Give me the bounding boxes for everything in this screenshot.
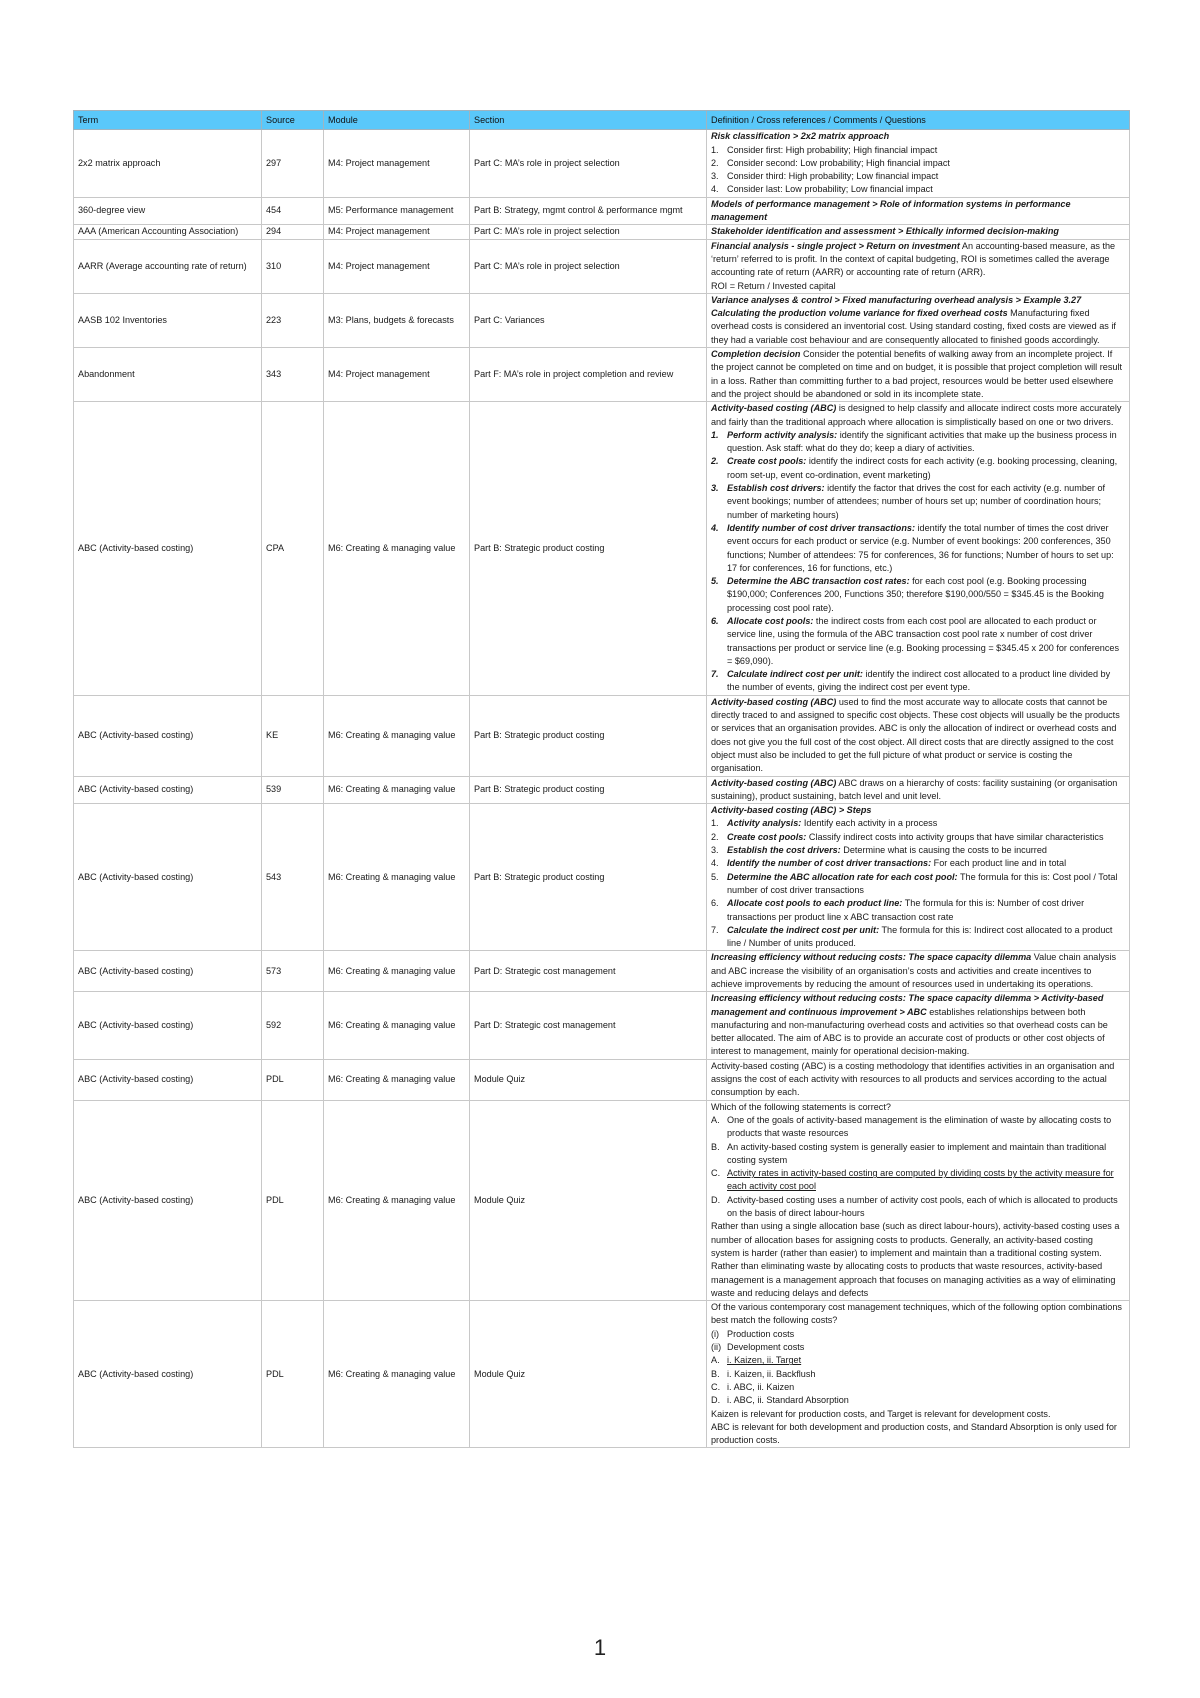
list-item [711,1141,1123,1168]
term-cell: 2x2 matrix approach [74,130,262,197]
term-cell: 360-degree view [74,197,262,225]
definition-text: Of the various contemporary cost management techniques, which of the following option combinations best match the following costs? [711,1302,1122,1326]
list-item [711,924,1123,951]
section-cell: Part B: Strategic product costing [470,402,707,696]
list-item-text: Consider third: High probability; Low financial impact [727,171,939,182]
list-item [711,668,1123,695]
list-item-text: identify the indirect costs for each activity (e.g. booking processing, cleaning, room set-up, event co-ordination, event marketing) [727,456,1118,480]
list-marker: 1. [711,144,719,155]
list-marker: 4. [711,522,719,533]
list-marker: 4. [711,184,719,195]
source-cell: 454 [262,197,324,225]
section-cell: Module Quiz [470,1100,707,1300]
list-item [711,871,1123,898]
term-cell: Abandonment [74,348,262,402]
list-marker: B. [711,1141,720,1152]
source-cell: PDL [262,1301,324,1448]
list-item [711,1394,1123,1407]
definition-cell [707,1059,1130,1100]
list-item-text: The formula for this is: Number of cost driver transactions per product line x ABC transaction cost rate [727,898,1085,922]
list-item [711,831,1123,844]
table-row [74,1059,1130,1100]
table-row [74,239,1130,293]
list-item [711,1341,1123,1354]
definition-body: used to find the most accurate way to allocate costs that cannot be directly traced to and assigned to specific cost objects. These cost objects will usually be the products or services that an organisation provides. ABC is only the allocation of indirect or overhead costs and does not give you the full cost of the cost object. All direct costs that are directly assigned to the cost object must also be included to get the full picture of what product or service is costing the organisation. [711,696,1120,774]
table-row [74,402,1130,696]
list-item-text: for each cost pool (e.g. Booking processing $190,000; Conferences 200, Functions 350; therefore $190,000/550 = $345.45 is the Booking processing cost pool rate). [727,576,1104,613]
table-row [74,695,1130,776]
module-cell: M4: Project management [324,348,470,402]
list-item-text: Consider last: Low probability; Low financial impact [727,184,933,195]
definition-note: ABC is relevant for both development and production costs, and Standard Absorption is only used for production costs. [711,1421,1117,1446]
list-item [711,1114,1123,1141]
table-row [74,225,1130,239]
list-item-text: i. Kaizen, ii. Backflush [727,1368,816,1379]
section-cell: Part C: Variances [470,293,707,347]
list-item [711,844,1123,857]
definition-cell [707,402,1130,696]
list-item-text: i. ABC, ii. Kaizen [727,1381,795,1392]
list-item-text: identify the total number of times the cost driver event occurs for each product or service (e.g. Number of event bookings: 200 conferences, 350 functions; Number of attendees: 75 for conferences, 36 for functions; Number of hours to set up: 17 for conferences, 16 for functions, etc.) [727,522,1114,573]
definition-text [711,696,1123,776]
definition-list [711,1328,1123,1408]
list-item-text: the indirect costs from each cost pool are allocated to each product or service line, using the formula of the ABC transaction cost pool rate x number of cost driver transactions per product or service line (e.g. Booking processing = $345.45 x 200 for conferences = $69,090). [727,615,1120,666]
header-section: Section [470,111,707,130]
table-row [74,1100,1130,1300]
term-cell: AAA (American Accounting Association) [74,225,262,239]
definition-heading: Activity-based costing (ABC) [711,777,837,788]
list-marker: 2. [711,157,719,168]
list-item-text: The formula for this is: Indirect cost allocated to a product line / Number of units produced. [727,924,1113,949]
table-row [74,293,1130,347]
list-marker: 4. [711,858,719,869]
list-item-text: Classify indirect costs into activity groups that have similar characteristics [806,831,1104,842]
definition-body: establishes relationships between both manufacturing and non-manufacturing overhead costs and activities so that overhead costs can be better allocated. The aim of ABC is to provide an accurate cost of products or other cost objects of interest to management, mainly for operational decision-making. [711,1006,1108,1057]
list-item-text: An activity-based costing system is generally easier to implement and maintain than traditional costing system [727,1141,1107,1165]
list-marker: C. [711,1381,721,1392]
source-cell: 543 [262,804,324,951]
term-cell: AASB 102 Inventories [74,293,262,347]
list-item-label: Allocate cost pools: [727,615,814,626]
definition-list [711,144,1123,197]
module-cell: M6: Creating & managing value [324,402,470,696]
list-item-label: Calculate the indirect cost per unit: [727,924,880,935]
list-item-label: Identify number of cost driver transactions: [727,522,915,533]
term-cell: ABC (Activity-based costing) [74,992,262,1059]
term-cell: ABC (Activity-based costing) [74,1301,262,1448]
section-cell: Part B: Strategy, mgmt control & performance mgmt [470,197,707,225]
list-item-text: For each product line and in total [931,858,1067,869]
definition-heading: Increasing efficiency without reducing costs: The space capacity dilemma > Activity-based management and continuous improvement > ABC [711,993,1104,1017]
module-cell: M6: Creating & managing value [324,695,470,776]
definition-list [711,429,1123,695]
definition-text [711,992,1123,1058]
list-item-text: Activity rates in activity-based costing are computed by dividing costs by the activity measure for each activity cost pool [727,1168,1114,1192]
definition-text [711,240,1123,280]
term-cell: ABC (Activity-based costing) [74,804,262,951]
definition-subheading: Calculating the production volume variance for fixed overhead costs [711,308,1008,319]
list-item [711,455,1123,482]
definition-cell [707,293,1130,347]
section-cell: Part C: MA’s role in project selection [470,130,707,197]
table-row [74,130,1130,197]
definition-body: Consider the potential benefits of walking away from an incomplete project. If the project cannot be completed on time and on budget, it is possible that project completion will result in a loss. Rather than committing further to a bad project, resources would be better used elsewhere and the project should be abandoned or sold in its incomplete state. [711,349,1122,399]
definition-heading: Increasing efficiency without reducing costs: The space capacity dilemma [711,952,1032,963]
section-cell: Module Quiz [470,1301,707,1448]
table-row [74,1301,1130,1448]
list-item [711,429,1123,456]
list-marker: 2. [711,831,719,842]
list-marker: 7. [711,669,719,680]
module-cell: M6: Creating & managing value [324,1100,470,1300]
definition-note: Rather than using a single allocation base (such as direct labour-hours), activity-based costing uses a number of allocation bases for assigning costs to products. Generally, an activity-based costing system is harder (rather than easier) to implement and maintain than a traditional costing system. Rather than eliminating waste by allocating costs to products that waste resources, activity-based management is a management approach that focuses on managing activities as a way of eliminating waste and reducing delays and defects [711,1221,1120,1298]
term-cell: ABC (Activity-based costing) [74,402,262,696]
definition-cell [707,197,1130,225]
list-marker: 6. [711,615,719,626]
header-source: Source [262,111,324,130]
definition-body: ABC draws on a hierarchy of costs: facility sustaining (or organisation sustaining), product sustaining, batch level and unit level. [711,777,1118,801]
list-item-text: Development costs [727,1342,805,1353]
definition-text [711,307,1123,347]
list-item [711,522,1123,575]
module-cell: M6: Creating & managing value [324,992,470,1059]
module-cell: M6: Creating & managing value [324,1301,470,1448]
definition-heading: Activity-based costing (ABC) > Steps [711,805,872,816]
list-item [711,1368,1123,1381]
definition-body: Value chain analysis and ABC increase the visibility of an organisation’s costs and activities and create incentives to achieve improvements by reducing the amount of resources used in undertaking its operations. [711,952,1117,989]
module-cell: M6: Creating & managing value [324,1059,470,1100]
definition-text: Which of the following statements is correct? [711,1101,891,1112]
list-item-text: Determine what is causing the costs to be incurred [840,845,1047,856]
list-item-text: Activity-based costing uses a number of activity cost pools, each of which is allocated to products on the basis of direct labour-hours [727,1194,1118,1219]
source-cell: PDL [262,1100,324,1300]
source-cell: 310 [262,239,324,293]
source-cell: PDL [262,1059,324,1100]
definition-body: is designed to help classify and allocate indirect costs more accurately and fairly than the traditional approach where allocation is simplistically based on one or two drivers. [711,403,1122,427]
definition-note: ROI = Return / Invested capital [711,280,836,291]
list-item-label: Perform activity analysis: [727,429,838,440]
table-row [74,776,1130,804]
list-marker: D. [711,1194,721,1205]
definition-text [711,777,1123,804]
definition-body: Manufacturing fixed overhead costs is considered an inventorial cost. Using standard costing, fixed costs are viewed as if they had a variable cost behaviour and are consequently allocated to finished goods accordingly. [711,308,1116,345]
definition-cell [707,239,1130,293]
definition-text: Activity-based costing (ABC) is a costing methodology that identifies activities in an organisation and assigns the cost of each activity with resources to all products and services according to the actual consumption by each. [711,1060,1115,1098]
list-marker: D. [711,1395,721,1406]
definition-cell [707,951,1130,992]
list-marker: 3. [711,171,719,182]
list-item [711,1328,1123,1341]
definition-cell [707,992,1130,1059]
definition-list [711,817,1123,950]
list-item [711,1354,1123,1367]
list-item-text: identify the significant activities that make up the business process in question. Ask staff: what do they do; keep a diary of activities. [727,429,1117,454]
term-cell: ABC (Activity-based costing) [74,1100,262,1300]
section-cell: Part F: MA’s role in project completion and review [470,348,707,402]
term-cell: ABC (Activity-based costing) [74,951,262,992]
definition-cell [707,1301,1130,1448]
definition-cell [707,804,1130,951]
list-marker: 3. [711,845,719,856]
section-cell: Part C: MA’s role in project selection [470,225,707,239]
definition-heading: Variance analyses & control > Fixed manufacturing overhead analysis > Example 3.27 [711,294,1082,305]
list-item-label: Create cost pools: [727,456,807,467]
module-cell: M4: Project management [324,239,470,293]
list-item-label: Determine the ABC allocation rate for each cost pool: [727,871,958,882]
list-item [711,575,1123,615]
list-item [711,183,1123,196]
definition-cell [707,695,1130,776]
term-cell: ABC (Activity-based costing) [74,695,262,776]
list-marker: A. [711,1355,720,1366]
table-row [74,951,1130,992]
definition-cell [707,130,1130,197]
list-item-label: Allocate cost pools to each product line: [727,898,903,909]
definition-heading: Financial analysis - single project > Return on investment [711,240,960,251]
term-cell: ABC (Activity-based costing) [74,1059,262,1100]
list-marker: 6. [711,898,719,909]
list-marker: A. [711,1114,720,1125]
module-cell: M4: Project management [324,130,470,197]
glossary-table [73,110,1130,1448]
definition-text [711,402,1123,429]
module-cell: M6: Creating & managing value [324,776,470,804]
source-cell: 223 [262,293,324,347]
list-marker: 5. [711,576,719,587]
list-marker: 7. [711,924,719,935]
header-module: Module [324,111,470,130]
list-item [711,857,1123,870]
source-cell: CPA [262,402,324,696]
module-cell: M6: Creating & managing value [324,951,470,992]
definition-heading: Activity-based costing (ABC) [711,696,837,707]
term-cell: AARR (Average accounting rate of return) [74,239,262,293]
list-item-text: i. ABC, ii. Standard Absorption [727,1395,849,1406]
source-cell: 539 [262,776,324,804]
section-cell: Module Quiz [470,1059,707,1100]
table-row [74,348,1130,402]
list-item [711,144,1123,157]
list-item-label: Create cost pools: [727,831,807,842]
list-item [711,482,1123,522]
definition-heading: Models of performance management > Role of information systems in performance management [711,198,1071,223]
list-item-text: Identify each activity in a process [801,818,938,829]
list-marker: B. [711,1368,720,1379]
definition-body: An accounting-based measure, as the ‘return’ referred to is profit. In the context of capital budgeting, ROI is sometimes called the average accounting rate of return (AARR) or accounting rate of return (ARR). [711,240,1116,278]
header-definition: Definition / Cross references / Comments / Questions [707,111,1130,130]
definition-heading: Completion decision [711,349,801,360]
section-cell: Part D: Strategic cost management [470,951,707,992]
module-cell: M3: Plans, budgets & forecasts [324,293,470,347]
list-item-label: Calculate indirect cost per unit: [727,669,863,680]
source-cell: 343 [262,348,324,402]
list-item [711,170,1123,183]
header-row [74,111,1130,130]
list-item-text: One of the goals of activity-based management is the elimination of waste by allocating costs to products that waste resources [727,1114,1112,1139]
list-marker: (ii) [711,1342,722,1353]
section-cell: Part B: Strategic product costing [470,804,707,951]
list-item-label: Identify the number of cost driver transactions: [727,858,932,869]
list-item [711,897,1123,924]
table-row [74,197,1130,225]
definition-heading: Stakeholder identification and assessment > Ethically informed decision-making [711,226,1059,237]
module-cell: M5: Performance management [324,197,470,225]
list-marker: 1. [711,429,719,440]
header-term: Term [74,111,262,130]
list-item-text: identify the factor that drives the cost for each activity (e.g. number of event bookings; number of attendees; number of hours set up; number of coordination hours; number of marketing hours) [727,483,1106,520]
definition-list [711,1114,1123,1220]
source-cell: 297 [262,130,324,197]
list-item [711,817,1123,830]
term-cell: ABC (Activity-based costing) [74,776,262,804]
definition-text [711,951,1123,991]
source-cell: 573 [262,951,324,992]
list-item-text: Consider second: Low probability; High financial impact [727,157,950,168]
list-item-text: Production costs [727,1328,795,1339]
list-item-label: Activity analysis: [727,818,802,829]
source-cell: 294 [262,225,324,239]
list-item [711,615,1123,668]
list-item [711,1381,1123,1394]
table-row [74,804,1130,951]
list-marker: 1. [711,818,719,829]
list-item-label: Establish cost drivers: [727,483,825,494]
list-item-text: Consider first: High probability; High financial impact [727,144,938,155]
list-item [711,1194,1123,1221]
definition-cell [707,776,1130,804]
list-marker: 2. [711,456,719,467]
section-cell: Part B: Strategic product costing [470,695,707,776]
section-cell: Part B: Strategic product costing [470,776,707,804]
definition-text [711,348,1123,401]
list-item-label: Determine the ABC transaction cost rates: [727,576,910,587]
section-cell: Part C: MA’s role in project selection [470,239,707,293]
list-marker: (i) [711,1328,720,1339]
definition-heading: Activity-based costing (ABC) [711,403,837,414]
table-row [74,992,1130,1059]
list-item-text: identify the indirect cost allocated to a product line divided by the number of events, giving the indirect cost per event type. [727,669,1111,693]
list-item [711,1167,1123,1194]
module-cell: M4: Project management [324,225,470,239]
list-item-text: i. Kaizen, ii. Target [727,1355,802,1366]
definition-cell [707,225,1130,239]
source-cell: 592 [262,992,324,1059]
section-cell: Part D: Strategic cost management [470,992,707,1059]
list-marker: 5. [711,871,719,882]
definition-note: Kaizen is relevant for production costs, and Target is relevant for development costs. [711,1408,1051,1419]
source-cell: KE [262,695,324,776]
definition-cell [707,1100,1130,1300]
list-item [711,157,1123,170]
definition-heading: Risk classification > 2x2 matrix approach [711,131,890,142]
list-marker: C. [711,1168,721,1179]
list-item-text: The formula for this is: Cost pool / Total number of cost driver transactions [727,871,1118,895]
module-cell: M6: Creating & managing value [324,804,470,951]
list-item-label: Establish the cost drivers: [727,845,841,856]
list-marker: 3. [711,483,719,494]
definition-cell [707,348,1130,402]
page-number: 1 [593,1635,607,1660]
